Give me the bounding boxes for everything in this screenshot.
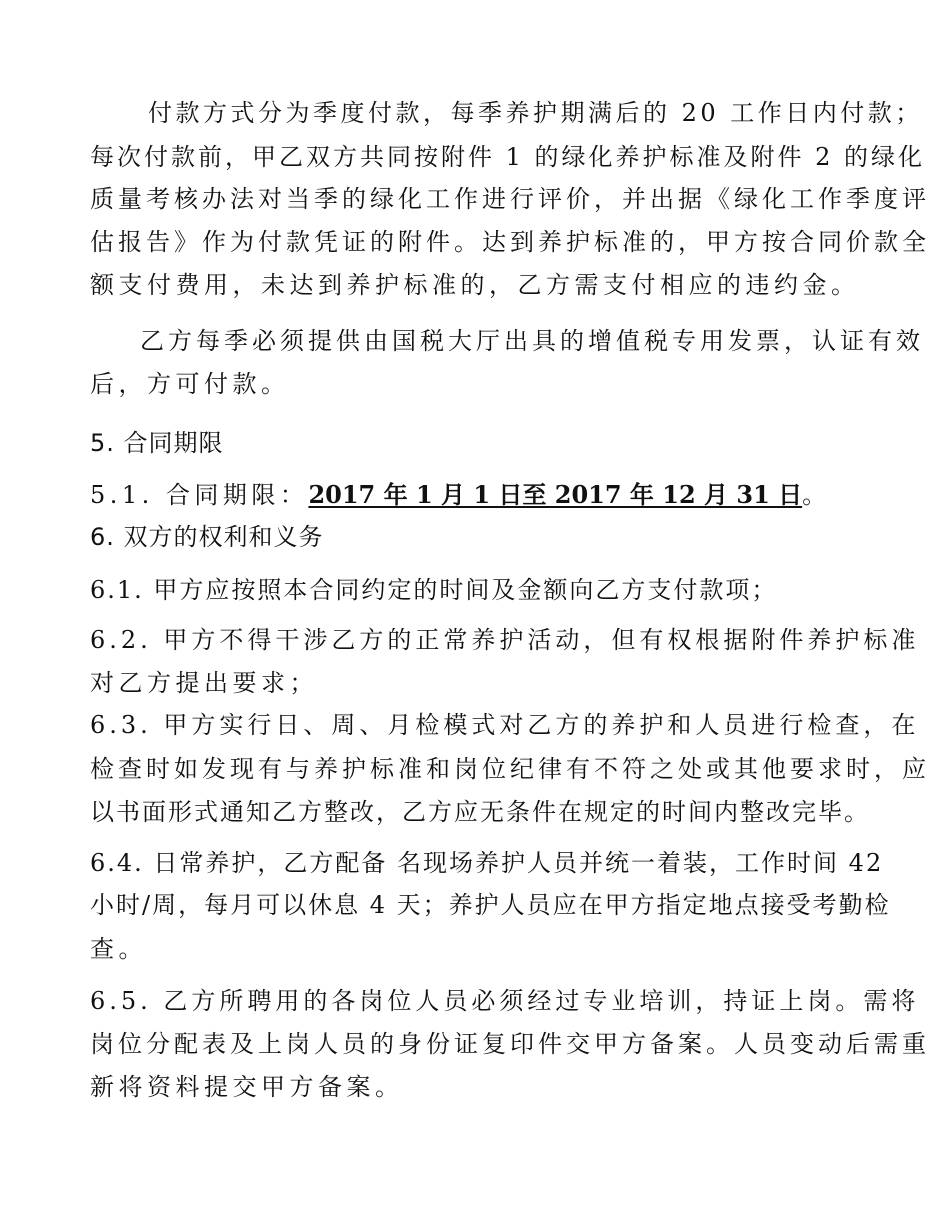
item-6-2-line-2: 对乙方提出要求；	[90, 669, 318, 697]
item-6-5-line-3: 新将资料提交甲方备案。	[90, 1073, 404, 1101]
section-5-heading: 5. 合同期限	[90, 429, 224, 457]
section-6-heading: 6. 双方的权利和义务	[90, 523, 324, 551]
contract-period-suffix: 。	[802, 481, 831, 509]
item-6-5-line-1: 6.5. 乙方所聘用的各岗位人员必须经过专业培训，持证上岗。需将	[90, 987, 920, 1015]
item-6-4-line-3: 查。	[90, 935, 147, 963]
invoice-paragraph-line-2: 后，方可付款。	[90, 370, 290, 398]
item-6-4-line-1: 6.4. 日常养护，乙方配备 名现场养护人员并统一着装，工作时间 42	[90, 849, 884, 877]
invoice-paragraph-line-1: 乙方每季必须提供由国税大厅出具的增值税专用发票，认证有效	[140, 327, 924, 355]
payment-paragraph-line-1: 付款方式分为季度付款，每季养护期满后的 20 工作日内付款；	[148, 99, 923, 127]
item-6-3-line-2: 检查时如发现有与养护标准和岗位纪律有不符之处或其他要求时，应	[90, 755, 930, 783]
item-6-1: 6.1. 甲方应按照本合同约定的时间及金额向乙方支付款项；	[90, 576, 778, 604]
contract-period-label: 5.1. 合同期限：	[90, 481, 309, 509]
item-6-3-line-1: 6.3. 甲方实行日、周、月检模式对乙方的养护和人员进行检查，在	[90, 711, 920, 739]
payment-paragraph-line-2: 每次付款前，甲乙双方共同按附件 1 的绿化养护标准及附件 2 的绿化	[90, 143, 926, 171]
item-6-3-line-3: 以书面形式通知乙方整改，乙方应无条件在规定的时间内整改完毕。	[90, 798, 870, 826]
contract-period-item	[90, 480, 831, 510]
item-6-5-line-2: 岗位分配表及上岗人员的身份证复印件交甲方备案。人员变动后需重	[90, 1030, 930, 1058]
payment-paragraph-line-3: 质量考核办法对当季的绿化工作进行评价，并出据《绿化工作季度评	[90, 185, 930, 213]
item-6-4-line-2: 小时/周，每月可以休息 4 天；养护人员应在甲方指定地点接受考勤检	[90, 891, 891, 919]
contract-period-value: 2017 年 1 月 1 日至 2017 年 12 月 31 日	[308, 480, 803, 509]
item-6-2-line-1: 6.2. 甲方不得干涉乙方的正常养护活动，但有权根据附件养护标准	[90, 626, 920, 654]
payment-paragraph-line-5: 额支付费用，未达到养护标准的，乙方需支付相应的违约金。	[90, 271, 860, 299]
payment-paragraph-line-4: 估报告》作为付款凭证的附件。达到养护标准的，甲方按合同价款全	[90, 228, 930, 256]
